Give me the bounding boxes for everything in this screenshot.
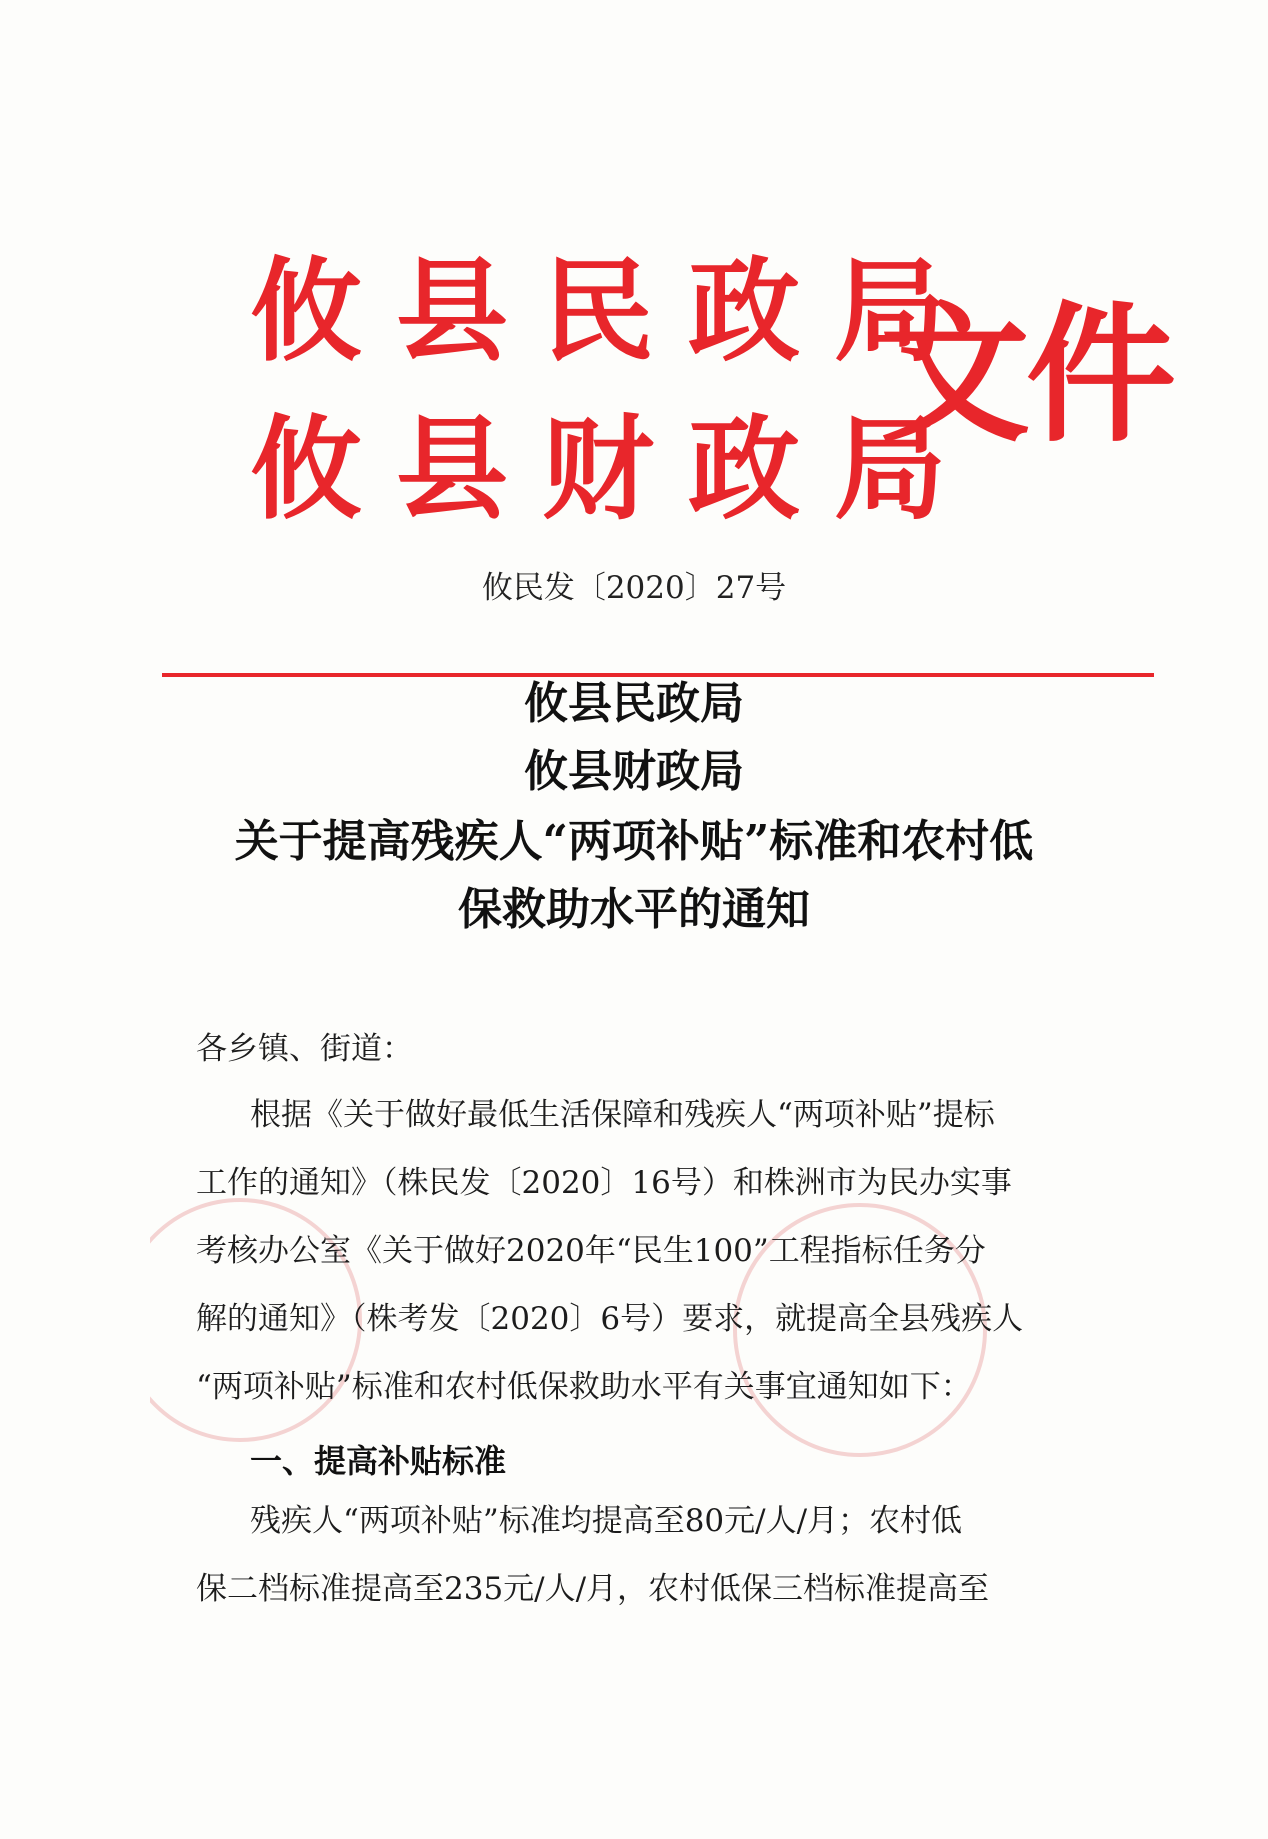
title-line-3: 关于提高残疾人“两项补贴”标准和农村低 [234, 816, 1034, 867]
document-number: 攸民发〔2020〕27号 [481, 570, 787, 606]
body-line: 残疾人“两项补贴”标准均提高至80元/人/月；农村低 [250, 1503, 963, 1539]
salutation: 各乡镇、街道： [196, 1031, 413, 1067]
body-line: 保二档标准提高至235元/人/月，农村低保三档标准提高至 [196, 1571, 990, 1607]
body-line: 解的通知》（株考发〔2020〕6号）要求，就提高全县残疾人 [196, 1301, 1024, 1337]
letterhead-issuer-1: 攸县民政局 [250, 246, 980, 377]
red-divider [162, 673, 1154, 677]
title-line-4: 保救助水平的通知 [458, 884, 810, 935]
body-line: 根据《关于做好最低生活保障和残疾人“两项补贴”提标 [250, 1097, 995, 1133]
section-heading: 一、提高补贴标准 [250, 1442, 507, 1480]
body-line: 工作的通知》（株民发〔2020〕16号）和株洲市为民办实事 [196, 1165, 1012, 1201]
title-issuer-1: 攸县民政局 [524, 678, 744, 729]
title-issuer-2: 攸县财政局 [524, 746, 744, 797]
letterhead-issuer-2: 攸县财政局 [250, 404, 980, 535]
body-line: 考核办公室《关于做好2020年“民生100”工程指标任务分 [196, 1233, 986, 1269]
letterhead [0, 0, 1268, 560]
letterhead-suffix: 文件 [880, 287, 1173, 463]
body-line: “两项补贴”标准和农村低保救助水平有关事宜通知如下： [196, 1369, 972, 1405]
